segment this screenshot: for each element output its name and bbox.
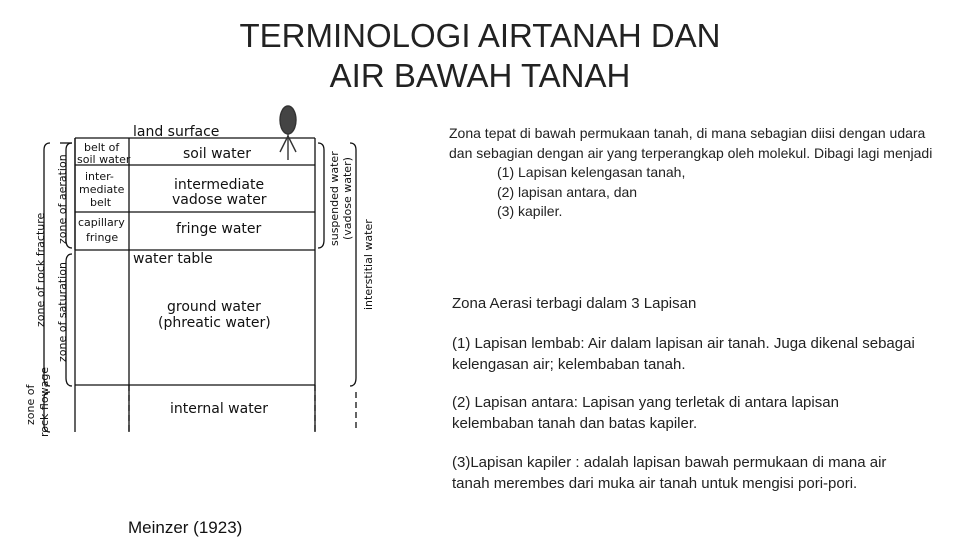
- ground-water-label-1: ground water: [167, 299, 261, 315]
- intermediate-belt-label-1: inter-: [85, 170, 114, 183]
- zone-of-rock-flowage-label-1: zone of: [24, 384, 37, 425]
- intermediate-belt-label-2: mediate: [79, 183, 125, 196]
- belt-of-soil-water-label-1: belt of: [84, 141, 120, 154]
- ground-water-label-2: (phreatic water): [158, 315, 271, 331]
- zone-of-rock-flowage-label-2: rock flowage: [38, 366, 51, 437]
- aerasi-point-3: (3)Lapisan kapiler : adalah lapisan bawah permukaan di mana air tanah merembes dari muka air tanah untuk mengisi pori-pori.: [452, 454, 887, 492]
- zone-of-aeration-label: zone of aeration: [56, 154, 69, 244]
- capillary-fringe-label-1: capillary: [78, 216, 125, 229]
- intermediate-vadose-water-label-2: vadose water: [172, 192, 267, 208]
- zone-of-rock-fracture-label: zone of rock fracture: [34, 212, 47, 327]
- suspended-water-label-1: suspended water: [328, 151, 341, 246]
- diagram-source-caption: Meinzer (1923): [128, 518, 243, 537]
- page-title: [0, 16, 960, 96]
- land-surface-label: land surface: [133, 124, 220, 140]
- belt-of-soil-water-label-2: soil water: [77, 153, 131, 166]
- fringe-water-label: fringe water: [176, 221, 262, 237]
- suspended-water-label-2: (vadose water): [341, 157, 354, 240]
- description-item-1: (1) Lapisan kelengasan tanah,: [497, 164, 686, 180]
- zone-of-saturation-label: zone of saturation: [56, 262, 69, 362]
- description-intro: Zona tepat di bawah permukaan tanah, di mana sebagian diisi dengan udara dan sebagian dengan air yang terperangkap oleh molekul. Dibagi lagi menjadi: [449, 125, 933, 161]
- aerasi-point-2: (2) Lapisan antara: Lapisan yang terletak di antara lapisan kelembaban tanah dan batas kapiler.: [452, 394, 839, 432]
- aerasi-point-1: (1) Lapisan lembab: Air dalam lapisan air tanah. Juga dikenal sebagai kelengasan air; kelembaban tanah.: [452, 335, 915, 373]
- intermediate-belt-label-3: belt: [90, 196, 112, 209]
- internal-water-label: internal water: [170, 401, 269, 417]
- description-item-2: (2) lapisan antara, dan: [497, 183, 638, 200]
- soil-water-label: soil water: [183, 146, 251, 162]
- plant-icon: [280, 106, 296, 160]
- interstitial-water-label: interstitial water: [362, 219, 375, 310]
- description-paragraph: [449, 124, 949, 222]
- groundwater-zone-diagram: [0, 95, 420, 515]
- intermediate-vadose-water-label-1: intermediate: [174, 177, 265, 193]
- title-line-2: AIR BAWAH TANAH: [329, 57, 631, 94]
- water-table-label: water table: [133, 251, 213, 267]
- capillary-fringe-label-2: fringe: [86, 231, 119, 244]
- aerasi-title: Zona Aerasi terbagi dalam 3 Lapisan: [452, 295, 697, 312]
- description-item-3: (3) kapiler.: [497, 203, 563, 219]
- title-line-1: TERMINOLOGI AIRTANAH DAN: [239, 17, 721, 54]
